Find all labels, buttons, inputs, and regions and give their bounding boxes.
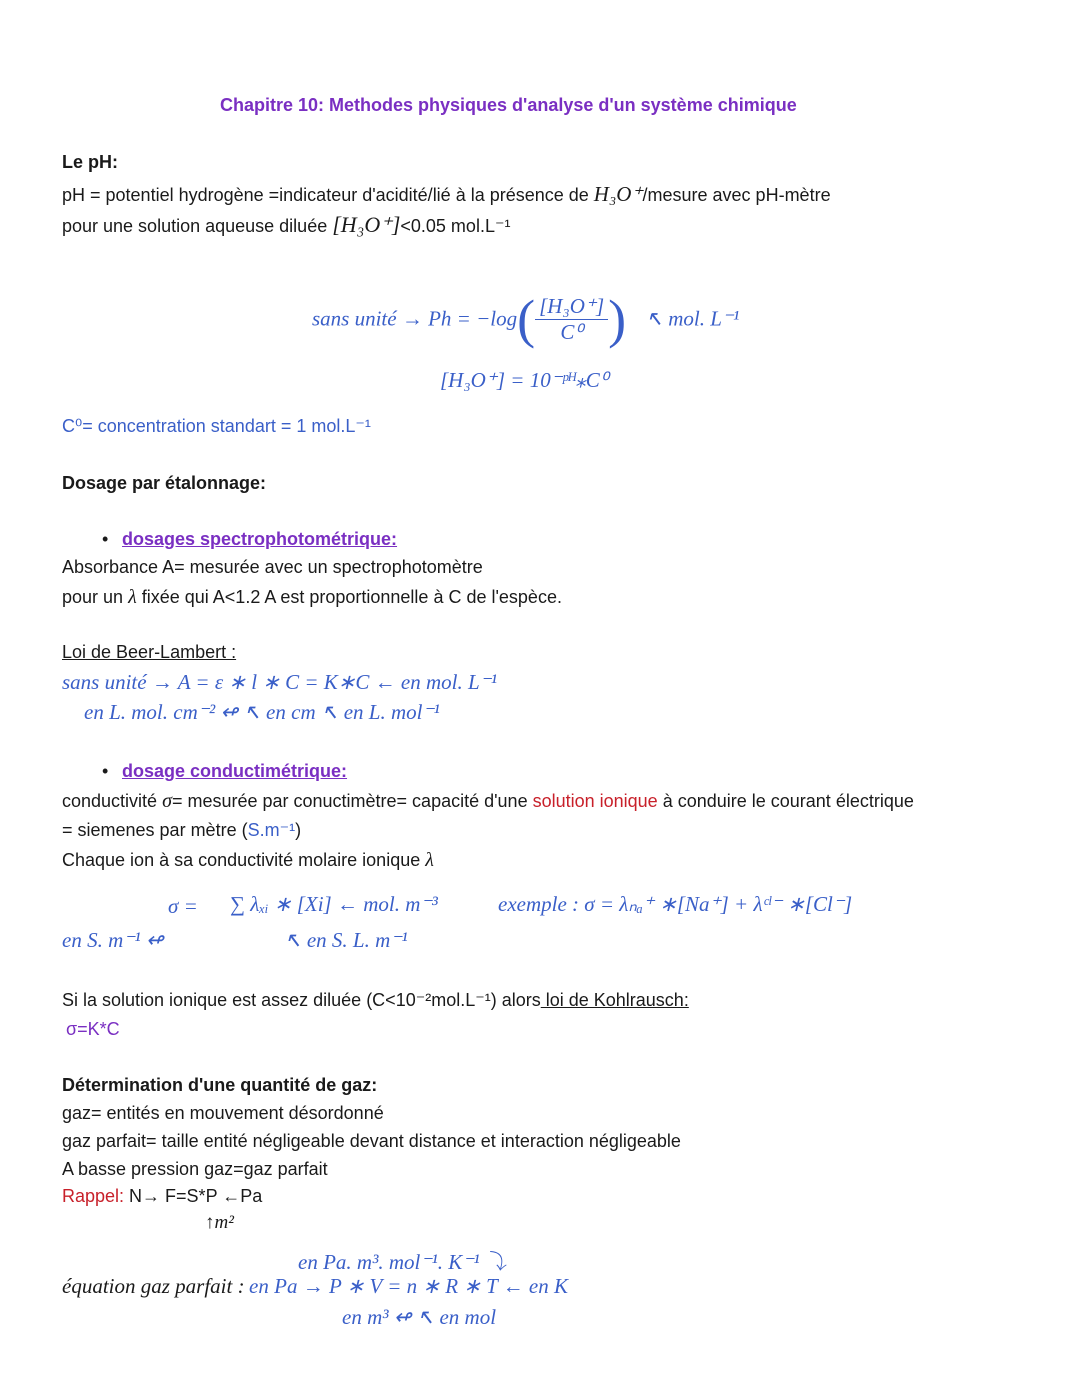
spectro-line-2 — [62, 586, 562, 609]
sigma-unit-right: ↖ en S. L. m⁻¹ — [284, 928, 408, 952]
gas-equation-line — [62, 1274, 568, 1299]
kohlrausch-formula: σ=K*C — [66, 1019, 120, 1039]
c0-definition: C⁰= concentration standart = 1 mol.L⁻¹ — [62, 416, 371, 436]
conduct-heading: dosage conductimétrique: — [122, 761, 348, 781]
gas-heading: Détermination d'une quantité de gaz: — [62, 1075, 378, 1095]
ph-def-text-end: /mesure avec pH-mètre — [642, 185, 831, 205]
sigma-example: exemple : σ = λₙₐ⁺ ∗[Na⁺] + λᶜˡ⁻ ∗[Cl⁻] — [498, 892, 853, 916]
conduct-line-1-b: = mesurée par conuctimètre= capacité d'une — [171, 791, 533, 811]
rappel-line — [62, 1186, 262, 1207]
h3o-species: H₃O⁺ — [593, 182, 643, 206]
sigma-symbol: σ — [162, 790, 172, 812]
spectro-line-1: Absorbance A= mesurée avec un spectrophotomètre — [62, 557, 483, 577]
rappel-text: N→ F=S*P ←Pa — [124, 1186, 263, 1206]
sigma-unit-left: en S. m⁻¹ ↫ — [62, 928, 164, 952]
page-title: Chapitre 10: Methodes physiques d'analyse d'un système chimique — [220, 95, 797, 115]
ph-fraction — [535, 294, 608, 345]
sigma-formula-main: ∑ λₓᵢ ∗ [Xi] ← mol. m⁻³ — [230, 892, 438, 916]
gas-equation-main: en Pa → P ∗ V = n ∗ R ∗ T ← en K — [249, 1274, 569, 1298]
lambda-symbol: λ — [128, 586, 137, 608]
conduct-line-2-b: ) — [295, 820, 302, 840]
ph-formula-left: sans unité → Ph = −log — [312, 306, 518, 331]
gas-line-2: gaz parfait= taille entité négligeable devant distance et interaction négligeable — [62, 1131, 681, 1151]
ph-condition-line — [62, 212, 510, 238]
ph-fraction-denominator: C⁰ — [560, 319, 583, 344]
spectro-bullet: • — [102, 529, 109, 549]
conduct-line-3-a: Chaque ion à sa conductivité molaire ionique — [62, 850, 426, 870]
conduct-line-3 — [62, 849, 434, 872]
conduct-line-1-c: à conduire le courant électrique — [657, 791, 914, 811]
ph-condition-limit: <0.05 mol.L⁻¹ — [400, 216, 511, 236]
ph-formula-unit: ↖ mol. L⁻¹ — [645, 306, 740, 331]
kohlrausch-law-label: loi de Kohlrausch: — [540, 990, 689, 1010]
ph-condition-text: pour une solution aqueuse diluée — [62, 216, 333, 236]
rappel-sub: ↑m² — [205, 1212, 234, 1233]
gas-line-1: gaz= entités en mouvement désordonné — [62, 1103, 384, 1123]
kohlrausch-line — [62, 990, 689, 1011]
beer-lambert-heading: Loi de Beer-Lambert : — [62, 642, 237, 662]
ph-def-text: pH = potentiel hydrogène =indicateur d'acidité/lié à la présence de — [62, 185, 594, 205]
conduct-line-1 — [62, 790, 914, 813]
h3o-formula: [H₃O⁺] = 10⁻ᵖᴴ⁎C⁰ — [440, 368, 609, 392]
conduct-bullet: • — [102, 761, 109, 781]
conduct-line-2-a: = siemenes par mètre ( — [62, 820, 248, 840]
spectro-line-2-a: pour un — [62, 587, 129, 607]
lambda-symbol-2: λ — [425, 849, 434, 871]
solution-ionique-highlight: solution ionique — [532, 791, 658, 811]
conduct-line-2 — [62, 820, 301, 841]
ph-fraction-numerator: [H₃O⁺] — [535, 294, 608, 320]
gas-equation-label: équation gaz parfait : — [62, 1274, 245, 1298]
ph-heading: Le pH: — [62, 152, 118, 172]
gas-equation-top: en Pa. m³. mol⁻¹. K⁻¹ ⤵ — [298, 1250, 506, 1274]
kohlrausch-condition: Si la solution ionique est assez diluée (C<10⁻²mol.L⁻¹) alors — [62, 990, 541, 1010]
beer-lambert-formula: sans unité → A = ε ∗ l ∗ C = K∗C ← en mol. L⁻¹ — [62, 670, 498, 694]
gas-equation-bottom: en m³ ↫ ↖ en mol — [342, 1305, 497, 1329]
h3o-concentration: [H₃O⁺] — [332, 212, 401, 237]
rappel-label: Rappel: — [62, 1186, 125, 1206]
spectro-line-2-b: fixée qui A<1.2 A est proportionnelle à C de l'espèce. — [136, 587, 562, 607]
ph-definition-line — [62, 182, 831, 207]
dosage-heading: Dosage par étalonnage: — [62, 473, 267, 493]
conduct-unit: S.m⁻¹ — [247, 820, 296, 840]
ph-formula: sans unité → Ph = −log( $\frac{\text{[H₃O⁺]}}{\text{C⁰}}$ ) ↖ mol. L⁻¹ — [312, 289, 740, 349]
gas-line-3: A basse pression gaz=gaz parfait — [62, 1159, 328, 1179]
beer-lambert-units: en L. mol. cm⁻² ↫ ↖ en cm ↖ en L. mol⁻¹ — [84, 700, 440, 724]
sigma-formula-left: σ = — [168, 894, 198, 918]
conduct-line-1-a: conductivité — [62, 791, 163, 811]
spectro-heading: dosages spectrophotométrique: — [122, 529, 398, 549]
